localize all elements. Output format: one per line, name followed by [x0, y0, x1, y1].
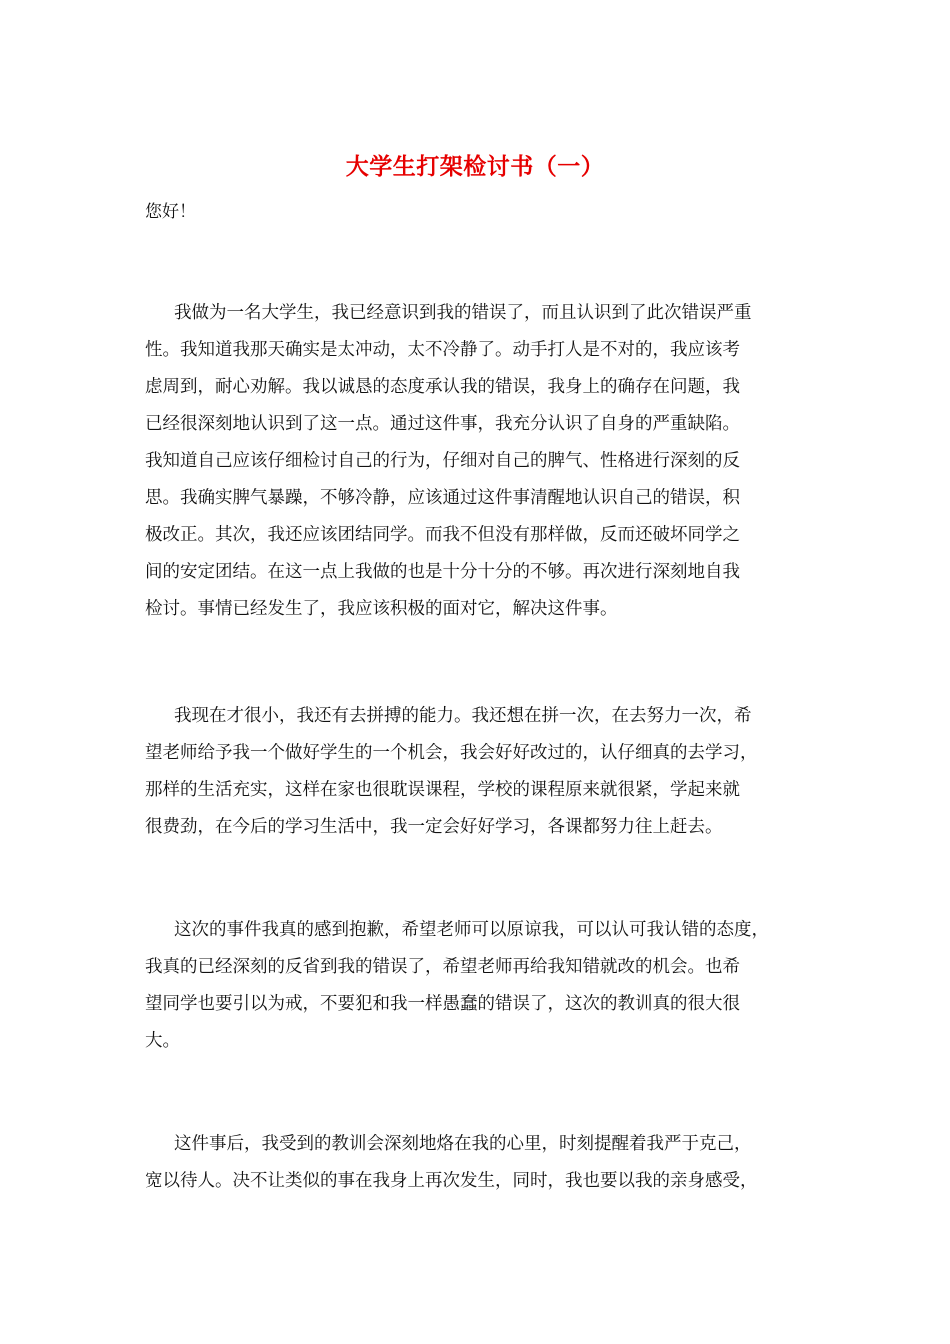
paragraph-2: [145, 698, 817, 846]
paragraph-line: 我真的已经深刻的反省到我的错误了，希望老师再给我知错就改的机会。也希: [145, 957, 740, 977]
paragraph-line: 望同学也要引以为戒，不要犯和我一样愚蠢的错误了，这次的教训真的很大很: [145, 994, 740, 1014]
paragraph-line: 这次的事件我真的感到抱歉，希望老师可以原谅我，可以认可我认错的态度，: [174, 920, 769, 940]
paragraph-line: 性。我知道我那天确实是太冲动，太不冷静了。动手打人是不对的，我应该考: [145, 340, 740, 360]
paragraph-line: 检讨。事情已经发生了，我应该积极的面对它，解决这件事。: [145, 599, 618, 619]
paragraph-line: 大。: [145, 1031, 180, 1051]
paragraph-line: 间的安定团结。在这一点上我做的也是十分十分的不够。再次进行深刻地自我: [145, 562, 740, 582]
document-title: 大学生打架检讨书（一）: [345, 153, 605, 180]
paragraph-4: [145, 1126, 817, 1200]
paragraph-1: [145, 295, 817, 628]
paragraph-line: 那样的生活充实，这样在家也很耽误课程，学校的课程原来就很紧，学起来就: [145, 780, 740, 800]
paragraph-line: 很费劲，在今后的学习生活中，我一定会好好学习，各课都努力往上赶去。: [145, 817, 723, 837]
paragraph-line: 我现在才很小，我还有去拼搏的能力。我还想在拼一次，在去努力一次，希: [174, 706, 752, 726]
paragraph-line: 极改正。其次，我还应该团结同学。而我不但没有那样做，反而还破坏同学之: [145, 525, 740, 545]
paragraph-line: 宽以待人。决不让类似的事在我身上再次发生，同时，我也要以我的亲身感受，: [145, 1171, 758, 1191]
paragraph-line: 虑周到，耐心劝解。我以诚恳的态度承认我的错误，我身上的确存在问题，我: [145, 377, 740, 397]
paragraph-line: 我做为一名大学生，我已经意识到我的错误了，而且认识到了此次错误严重: [174, 303, 752, 323]
paragraph-line: 已经很深刻地认识到了这一点。通过这件事，我充分认识了自身的严重缺陷。: [145, 414, 740, 434]
paragraph-line: 这件事后，我受到的教训会深刻地烙在我的心里，时刻提醒着我严于克己，: [174, 1134, 752, 1154]
greeting: 您好！: [145, 202, 196, 222]
paragraph-line: 思。我确实脾气暴躁，不够冷静，应该通过这件事清醒地认识自己的错误，积: [145, 488, 740, 508]
paragraph-3: [145, 912, 817, 1060]
paragraph-line: 我知道自己应该仔细检讨自己的行为，仔细对自己的脾气、性格进行深刻的反: [145, 451, 740, 471]
paragraph-line: 望老师给予我一个做好学生的一个机会，我会好好改过的，认仔细真的去学习，: [145, 743, 758, 763]
